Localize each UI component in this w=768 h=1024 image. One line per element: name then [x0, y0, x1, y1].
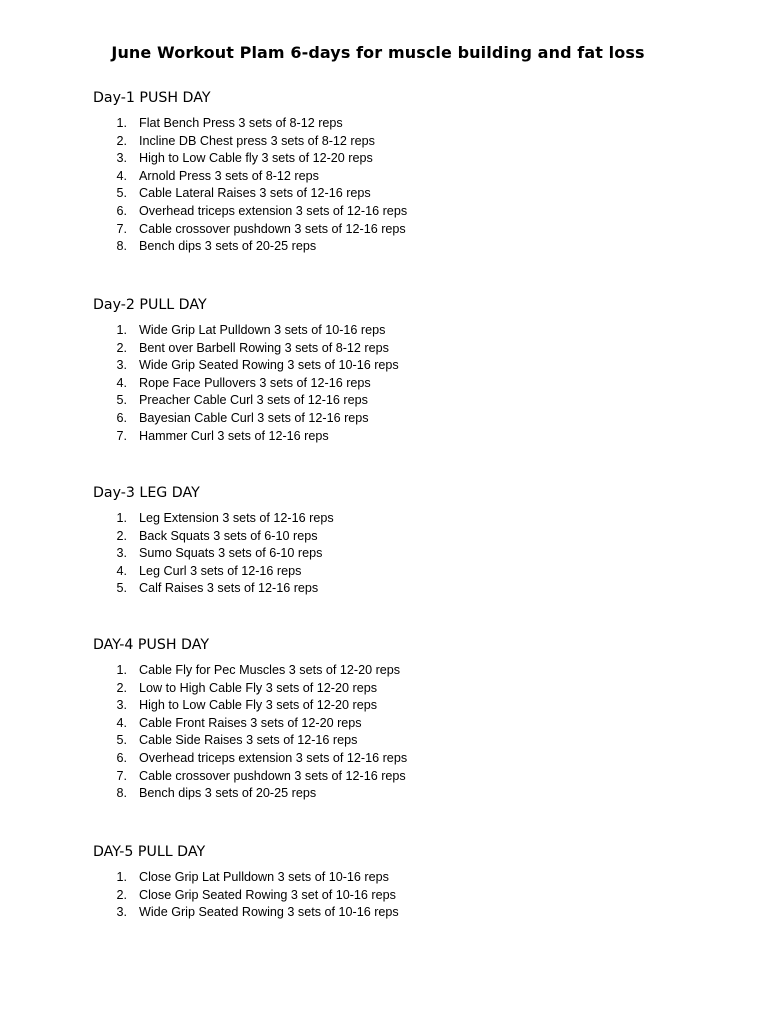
- list-item: [93, 150, 713, 168]
- list-item-text: Preacher Cable Curl 3 sets of 12-16 reps: [139, 393, 368, 408]
- list-item-number: 8.: [116, 786, 127, 801]
- list-item-text: Overhead triceps extension 3 sets of 12-16 reps: [139, 750, 408, 765]
- day-2-section: [93, 294, 713, 445]
- list-item: [93, 563, 713, 581]
- list-item-number: 7.: [116, 768, 127, 783]
- list-item-number: 1.: [116, 323, 127, 337]
- list-item: [93, 133, 713, 151]
- list-item-text: Cable crossover pushdown 3 sets of 12-16 reps: [139, 221, 406, 236]
- day-5-section: [93, 841, 713, 922]
- list-item-number: 1.: [116, 870, 127, 884]
- list-item: [93, 357, 713, 375]
- list-item: [93, 750, 713, 768]
- list-item-number: 3.: [116, 698, 127, 713]
- list-item-number: 2.: [116, 340, 127, 355]
- list-item: [93, 785, 713, 803]
- list-item: [93, 680, 713, 698]
- day-1-section: [93, 87, 713, 256]
- list-item-text: Arnold Press 3 sets of 8-12 reps: [139, 168, 319, 183]
- list-item-number: 2.: [116, 887, 127, 902]
- day-heading: Day-3 LEG DAY: [93, 485, 200, 501]
- list-item: [93, 322, 713, 340]
- list-item: [93, 375, 713, 393]
- list-item-text: Close Grip Lat Pulldown 3 sets of 10-16 reps: [139, 870, 389, 884]
- list-item: [93, 203, 713, 221]
- list-item-number: 4.: [116, 375, 127, 390]
- list-item-number: 5.: [116, 733, 127, 748]
- list-item-text: Wide Grip Seated Rowing 3 sets of 10-16 reps: [139, 905, 399, 920]
- list-item-text: Leg Extension 3 sets of 12-16 reps: [139, 511, 334, 525]
- list-item-number: 1.: [116, 663, 127, 677]
- list-item: [93, 185, 713, 203]
- list-item-text: Sumo Squats 3 sets of 6-10 reps: [139, 546, 323, 561]
- list-item: [93, 715, 713, 733]
- list-item-text: Cable Side Raises 3 sets of 12-16 reps: [139, 733, 358, 748]
- list-item-text: Cable Front Raises 3 sets of 12-20 reps: [139, 715, 362, 730]
- list-item: [93, 904, 713, 922]
- list-item-number: 5.: [116, 581, 127, 596]
- list-item-number: 4.: [116, 168, 127, 183]
- list-item: [93, 510, 713, 528]
- list-item-number: 4.: [116, 715, 127, 730]
- list-item-number: 2.: [116, 133, 127, 148]
- list-item-text: Close Grip Seated Rowing 3 set of 10-16 reps: [139, 887, 396, 902]
- list-item: [93, 580, 713, 598]
- list-item-number: 3.: [116, 358, 127, 373]
- list-item-text: Bent over Barbell Rowing 3 sets of 8-12 reps: [139, 340, 389, 355]
- list-item: [93, 662, 713, 680]
- day-4-section: [93, 634, 713, 803]
- list-item-number: 5.: [116, 393, 127, 408]
- list-item: [93, 238, 713, 256]
- exercise-list: [93, 662, 713, 803]
- list-item: [93, 115, 713, 133]
- list-item-number: 3.: [116, 151, 127, 166]
- list-item-number: 6.: [116, 750, 127, 765]
- list-item: [93, 869, 713, 887]
- day-3-section: [93, 482, 713, 598]
- list-item-text: Bench dips 3 sets of 20-25 reps: [139, 239, 317, 254]
- list-item: [93, 221, 713, 239]
- list-item-number: 6.: [116, 410, 127, 425]
- list-item-text: Back Squats 3 sets of 6-10 reps: [139, 528, 318, 543]
- exercise-list: [93, 115, 713, 256]
- list-item-text: Flat Bench Press 3 sets of 8-12 reps: [139, 116, 343, 130]
- list-item-number: 1.: [116, 511, 127, 525]
- list-item-number: 7.: [116, 221, 127, 236]
- list-item-text: Incline DB Chest press 3 sets of 8-12 reps: [139, 133, 375, 148]
- list-item-text: Wide Grip Lat Pulldown 3 sets of 10-16 reps: [139, 323, 386, 337]
- list-item: [93, 887, 713, 905]
- list-item-text: High to Low Cable Fly 3 sets of 12-20 reps: [139, 698, 378, 713]
- list-item-text: High to Low Cable fly 3 sets of 12-20 reps: [139, 151, 373, 166]
- list-item: [93, 732, 713, 750]
- exercise-list: [93, 510, 713, 598]
- day-heading: DAY-5 PULL DAY: [93, 844, 206, 860]
- list-item-number: 3.: [116, 905, 127, 920]
- list-item: [93, 545, 713, 563]
- day-heading: DAY-4 PUSH DAY: [93, 637, 209, 653]
- list-item-text: Overhead triceps extension 3 sets of 12-16 reps: [139, 203, 408, 218]
- list-item-number: 2.: [116, 528, 127, 543]
- exercise-list: [93, 322, 713, 445]
- list-item-number: 3.: [116, 546, 127, 561]
- list-item-text: Hammer Curl 3 sets of 12-16 reps: [139, 428, 329, 443]
- list-item-number: 6.: [116, 203, 127, 218]
- list-item-text: Rope Face Pullovers 3 sets of 12-16 reps: [139, 375, 371, 390]
- list-item: [93, 768, 713, 786]
- list-item-text: Calf Raises 3 sets of 12-16 reps: [139, 581, 319, 596]
- list-item: [93, 340, 713, 358]
- list-item: [93, 410, 713, 428]
- list-item: [93, 168, 713, 186]
- list-item-text: Cable Fly for Pec Muscles 3 sets of 12-20 reps: [139, 663, 401, 677]
- list-item-number: 7.: [116, 428, 127, 443]
- list-item-number: 4.: [116, 563, 127, 578]
- document-title: June Workout Plam 6-days for muscle building and fat loss: [111, 43, 645, 62]
- list-item-text: Cable crossover pushdown 3 sets of 12-16 reps: [139, 768, 406, 783]
- list-item-text: Bench dips 3 sets of 20-25 reps: [139, 786, 317, 801]
- day-heading: Day-2 PULL DAY: [93, 297, 207, 313]
- list-item-number: 5.: [116, 186, 127, 201]
- list-item-text: Cable Lateral Raises 3 sets of 12-16 reps: [139, 186, 371, 201]
- list-item-text: Bayesian Cable Curl 3 sets of 12-16 reps: [139, 410, 369, 425]
- list-item: [93, 528, 713, 546]
- list-item-text: Leg Curl 3 sets of 12-16 reps: [139, 563, 302, 578]
- list-item-number: 2.: [116, 680, 127, 695]
- list-item-text: Low to High Cable Fly 3 sets of 12-20 reps: [139, 680, 378, 695]
- list-item: [93, 428, 713, 446]
- exercise-list: [93, 869, 713, 922]
- list-item: [93, 392, 713, 410]
- list-item-text: Wide Grip Seated Rowing 3 sets of 10-16 reps: [139, 358, 399, 373]
- list-item-number: 8.: [116, 239, 127, 254]
- day-heading: Day-1 PUSH DAY: [93, 90, 211, 106]
- list-item: [93, 697, 713, 715]
- list-item-number: 1.: [116, 116, 127, 130]
